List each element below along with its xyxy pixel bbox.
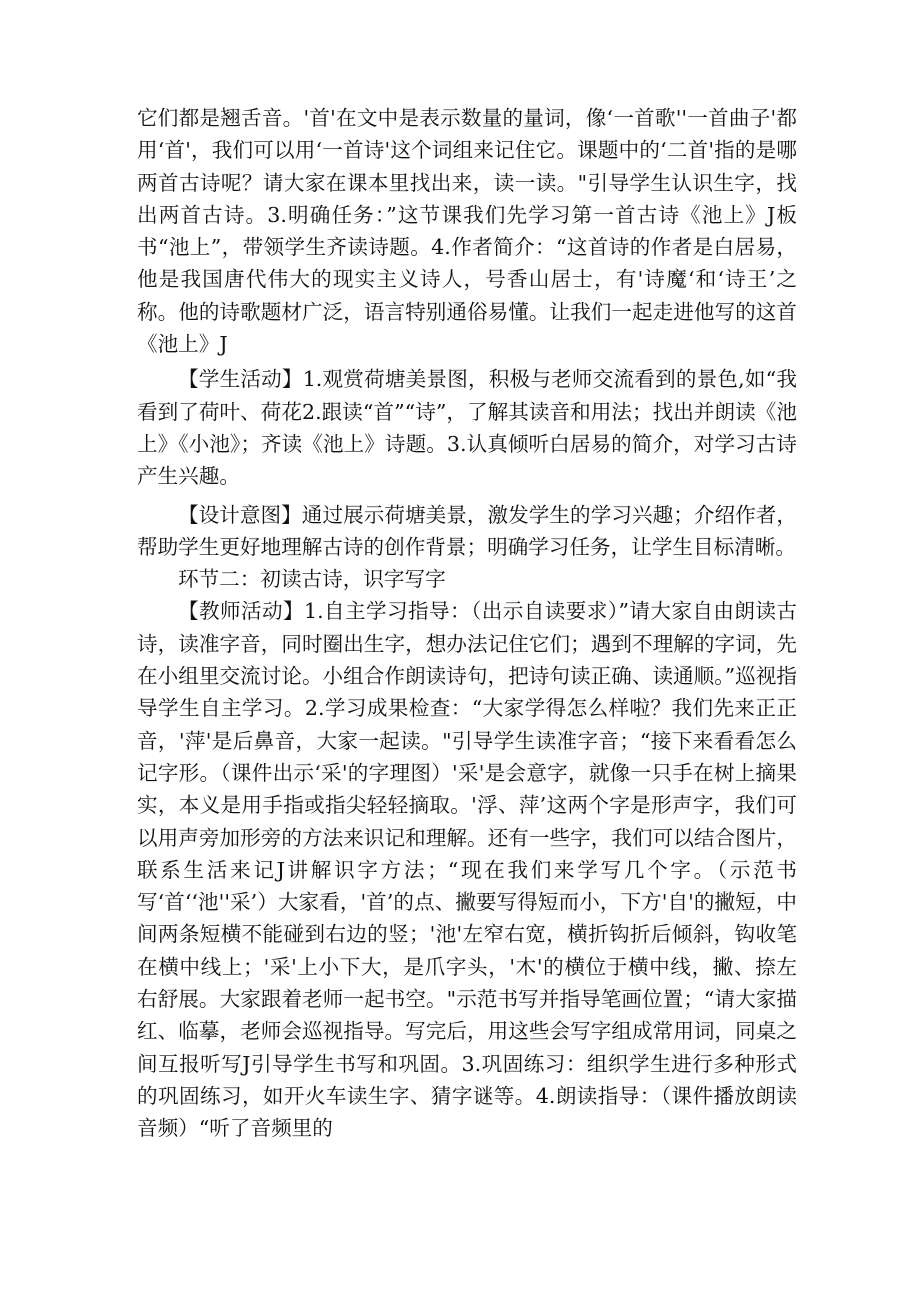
- paragraph-teacher-activity: 【教师活动】1.自主学习指导：（出示自读要求）”请大家自由朗读古诗，读准字音，同时圈出生字，想办法记住它们；遇到不理解的字词，先在小组里交流讨论。小组合作朗读诗句，把诗句读正确、读通顺。”巡视指导学生自主学习。2.学习成果检查：“大家学得怎么样啦？我们先来正正音，'萍'是后鼻音，大家一起读。"引导学生读准字音；“接下来看看怎么记字形。（课件出示‘采'的字理图）'采'是会意字，就像一只手在树上摘果实，本义是用手指或指尖轻轻摘取。'浮、萍’这两个字是形声字，我们可以用声旁加形旁的方法来识记和理解。还有一些字，我们可以结合图片，联系生活来记J讲解识字方法；“现在我们来学写几个字。（示范书写‘首‘‘池''采’）大家看，'首’的点、撇要写得短而小，下方'自'的撇短，中间两条短横不能碰到右边的竖；'池'左窄右宽，横折钩折后倾斜，钩收笔在横中线上；'采'上小下大，是爪字头，'木'的横位于横中线，撇、捺左右舒展。大家跟着老师一起书空。"示范书写并指导笔画位置；“请大家描红、临摹，老师会巡视指导。写完后，用这些会写字组成常用词，同桌之间互报听写J引导学生书写和巩固。3.巩固练习：组织学生进行多种形式的巩固练习，如开火车读生字、猜字谜等。4.朗读指导：（课件播放朗读音频）“听了音频里的: [137, 599, 797, 1141]
- document-body: [137, 102, 797, 1145]
- section-heading-step-two: 环节二：初读古诗，识字写字: [178, 567, 446, 592]
- paragraph-student-activity: 【学生活动】1.观赏荷塘美景图，积极与老师交流看到的景色,如“我看到了荷叶、荷花2.跟读“首”“诗”，了解其读音和用法；找出并朗读《池上》《小池》；齐读《池上》诗题。3.认真倾听白居易的简介，对学习古诗产生兴趣。: [137, 367, 797, 489]
- paragraph-lesson-intro: 它们都是翘舌音。'首'在文中是表示数量的量词，像‘一首歌''一首曲子'都用‘首'，我们可以用‘一首诗'这个词组来记住它。课题中的‘二首'指的是哪两首古诗呢？请大家在课本里找出来，读一读。"引导学生认识生字，找出两首古诗。3.明确任务：”这节课我们先学习第一首古诗《池上》J板书“池上”，带领学生齐读诗题。4.作者简介：“这首诗的作者是白居易，他是我国唐代伟大的现实主义诗人，号香山居士，有'诗魔‘和‘诗王’之称。他的诗歌题材广泛，语言特别通俗易懂。让我们一起走进他写的这首《池上》J: [137, 106, 797, 357]
- paragraph-design-intent: 【设计意图】通过展示荷塘美景，激发学生的学习兴趣；介绍作者，帮助学生更好地理解古诗的创作背景；明确学习任务，让学生目标清晰。: [137, 502, 797, 559]
